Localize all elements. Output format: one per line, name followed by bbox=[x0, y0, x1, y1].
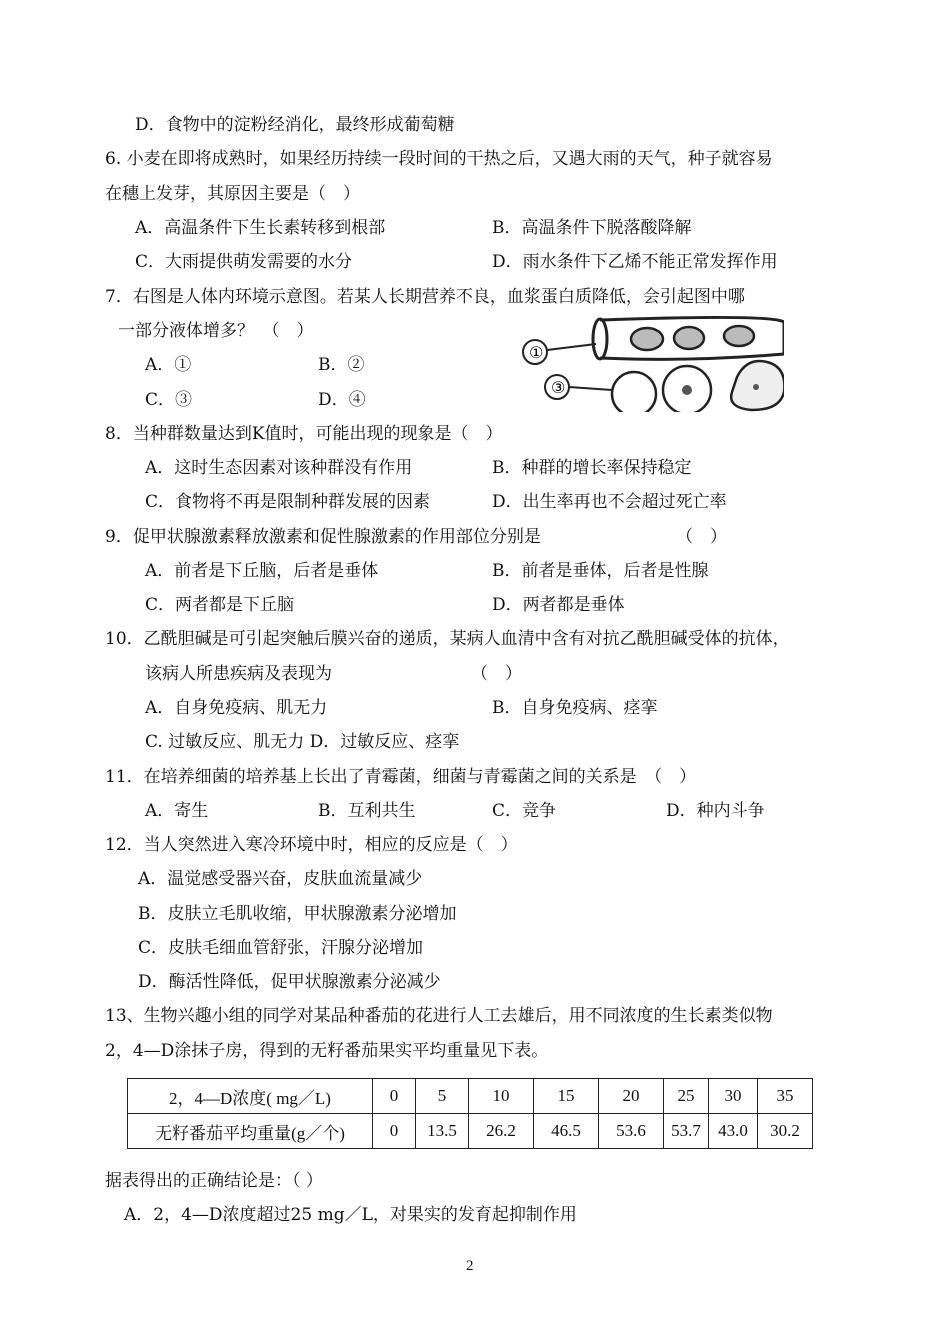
q8-stem: 8．当种群数量达到K值时，可能出现的现象是（ ） bbox=[105, 424, 503, 444]
data-table bbox=[127, 1078, 813, 1149]
table-cell: 25 bbox=[664, 1079, 709, 1114]
page-number: 2 bbox=[466, 1258, 474, 1274]
q11-option-a: A．寄生 bbox=[145, 801, 209, 821]
table-row bbox=[128, 1079, 813, 1114]
q10-stem: 10．乙酰胆碱是可引起突触后膜兴奋的递质，某病人血清中含有对抗乙酰胆碱受体的抗体， bbox=[105, 629, 790, 649]
table-cell: 46.5 bbox=[534, 1114, 599, 1149]
q13-conclusion-prompt: 据表得出的正确结论是：（ ） bbox=[105, 1171, 323, 1191]
q11-option-b: B．互利共生 bbox=[318, 801, 416, 821]
q9-stem: 9．促甲状腺激素释放激素和促性腺激素的作用部位分别是 bbox=[105, 527, 541, 547]
q13-stem: 13、生物兴趣小组的同学对某品种番茄的花进行人工去雄后，用不同浓度的生长素类似物 bbox=[105, 1006, 773, 1026]
q7-option-b: B．② bbox=[318, 355, 365, 375]
q8-option-d: D．出生率再也不会超过死亡率 bbox=[492, 492, 727, 512]
q11-stem: 11．在培养细菌的培养基上长出了青霉菌，细菌与青霉菌之间的关系是 （ ） bbox=[105, 767, 697, 787]
q12-option-c: C．皮肤毛细血管舒张，汗腺分泌增加 bbox=[138, 938, 424, 958]
table-cell: 43.0 bbox=[709, 1114, 758, 1149]
q6-stem: 6. 小麦在即将成熟时，如果经历持续一段时间的干热之后，又遇大雨的天气，种子就容易 bbox=[105, 149, 773, 169]
table-cell: 15 bbox=[534, 1079, 599, 1114]
q11-option-d: D．种内斗争 bbox=[666, 801, 765, 821]
q6-stem-cont: 在穗上发芽，其原因主要是（ ） bbox=[105, 184, 360, 204]
label-3: ③ bbox=[551, 378, 566, 397]
q12-option-a: A．温觉感受器兴奋，皮肤血流量减少 bbox=[138, 869, 423, 889]
q6-option-a: A．高温条件下生长素转移到根部 bbox=[135, 218, 386, 238]
q13-stem-cont: 2，4—D涂抹子房，得到的无籽番茄果实平均重量见下表。 bbox=[105, 1041, 549, 1061]
q9-option-b: B．前者是垂体，后者是性腺 bbox=[492, 561, 709, 581]
q8-option-b: B．种群的增长率保持稳定 bbox=[492, 458, 692, 478]
table-cell: 0 bbox=[373, 1114, 416, 1149]
table-cell: 35 bbox=[758, 1079, 813, 1114]
q9-option-a: A．前者是下丘脑，后者是垂体 bbox=[145, 561, 379, 581]
q13-option-a: A．2，4—D浓度超过25 mg／L，对果实的发育起抑制作用 bbox=[124, 1205, 577, 1225]
q10-answer-bracket: （ ） bbox=[471, 664, 522, 684]
q8-option-c: C．食物将不再是限制种群发展的因素 bbox=[145, 492, 431, 512]
q12-stem: 12．当人突然进入寒冷环境中时，相应的反应是（ ） bbox=[105, 835, 518, 855]
q10-option-b: B．自身免疫病、痉挛 bbox=[492, 698, 658, 718]
label-1: ① bbox=[529, 343, 544, 362]
q8-option-a: A．这时生态因素对该种群没有作用 bbox=[145, 458, 413, 478]
q9-option-d: D．两者都是垂体 bbox=[492, 595, 625, 615]
q7-stem-cont: 一部分液体增多？ （ ） bbox=[118, 321, 314, 341]
table-cell: 53.6 bbox=[599, 1114, 664, 1149]
q9-answer-bracket: （ ） bbox=[676, 527, 727, 547]
q10-option-a: A．自身免疫病、肌无力 bbox=[145, 698, 328, 718]
table-cell: 5 bbox=[416, 1079, 469, 1114]
q12-option-d: D．酶活性降低，促甲状腺激素分泌减少 bbox=[138, 972, 441, 992]
q9-option-c: C．两者都是下丘脑 bbox=[145, 595, 295, 615]
table-cell: 13.5 bbox=[416, 1114, 469, 1149]
q10-option-c-d: C. 过敏反应、肌无力 D．过敏反应、痉挛 bbox=[145, 732, 460, 752]
table-header-weight: 无籽番茄平均重量(g／个) bbox=[128, 1114, 373, 1149]
table-cell: 53.7 bbox=[664, 1114, 709, 1149]
q7-option-d: D．④ bbox=[318, 390, 366, 410]
table-header-concentration: 2，4—D浓度( mg／L) bbox=[128, 1079, 373, 1114]
q11-option-c: C．竞争 bbox=[492, 801, 557, 821]
q6-option-b: B．高温条件下脱落酸降解 bbox=[492, 218, 692, 238]
q10-stem-cont: 该病人所患疾病及表现为 bbox=[145, 664, 332, 684]
q5-option-d: D．食物中的淀粉经消化，最终形成葡萄糖 bbox=[135, 115, 455, 135]
table-cell: 10 bbox=[469, 1079, 534, 1114]
q12-option-b: B．皮肤立毛肌收缩，甲状腺激素分泌增加 bbox=[138, 904, 457, 924]
q7-option-c: C．③ bbox=[145, 390, 193, 410]
table-cell: 0 bbox=[373, 1079, 416, 1114]
q7-stem: 7．右图是人体内环境示意图。若某人长期营养不良，血浆蛋白质降低，会引起图中哪 bbox=[105, 287, 745, 307]
table-cell: 20 bbox=[599, 1079, 664, 1114]
internal-environment-figure bbox=[512, 312, 784, 412]
q6-option-d: D．雨水条件下乙烯不能正常发挥作用 bbox=[492, 252, 778, 272]
table-cell: 30 bbox=[709, 1079, 758, 1114]
q6-option-c: C．大雨提供萌发需要的水分 bbox=[135, 252, 353, 272]
table-row bbox=[128, 1114, 813, 1149]
q7-option-a: A．① bbox=[145, 355, 192, 375]
body-fluid-diagram bbox=[512, 312, 784, 412]
table-cell: 30.2 bbox=[758, 1114, 813, 1149]
table-cell: 26.2 bbox=[469, 1114, 534, 1149]
